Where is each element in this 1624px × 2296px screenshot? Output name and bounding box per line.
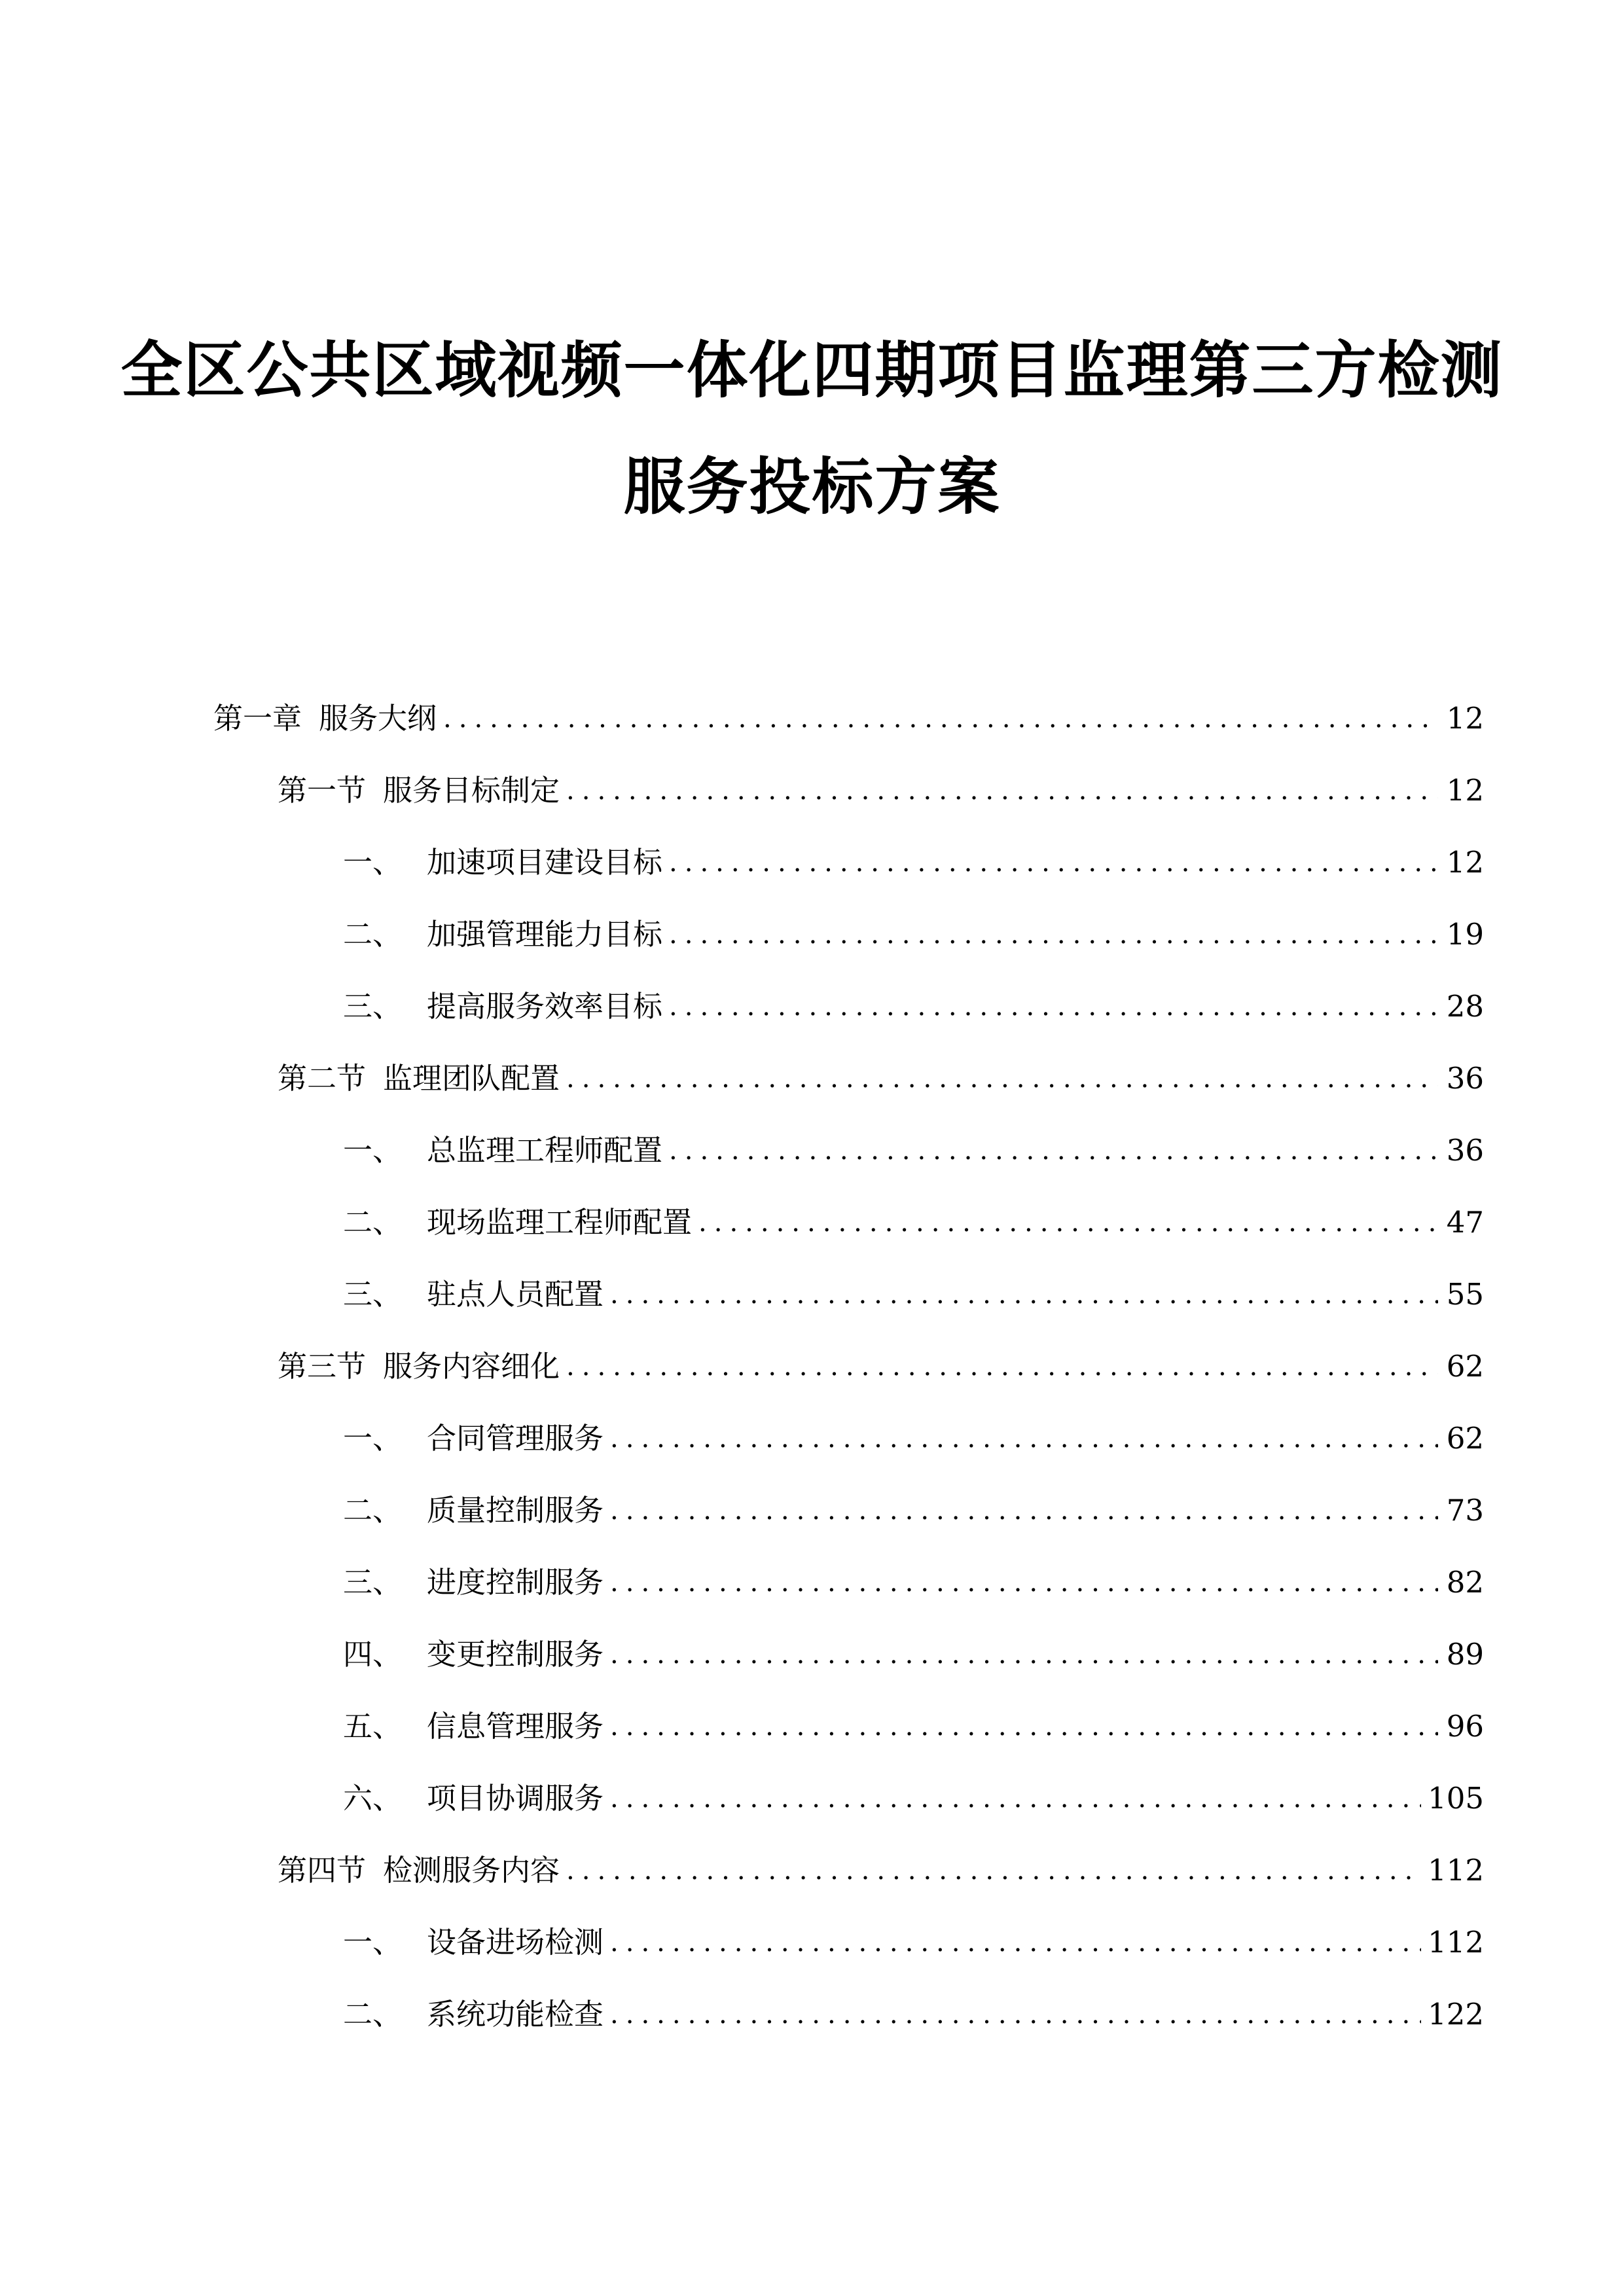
- toc-entry-number: 二、: [343, 1205, 403, 1240]
- toc-entry-title: 检测服务内容: [383, 1853, 560, 1888]
- toc-entry[interactable]: [278, 1052, 1484, 1098]
- toc-entry[interactable]: [343, 1484, 1484, 1530]
- toc-entry[interactable]: [343, 1556, 1484, 1602]
- toc-entry-number: 四、: [343, 1637, 403, 1672]
- toc-entry[interactable]: [278, 1340, 1484, 1386]
- toc-dot-leader: [610, 1419, 1438, 1458]
- document-title-line-2: 服务投标方案: [623, 452, 1001, 523]
- toc-entry[interactable]: [343, 1124, 1484, 1170]
- toc-entry-title: 信息管理服务: [427, 1709, 604, 1744]
- toc-entry-title: 项目协调服务: [427, 1781, 604, 1816]
- toc-entry-number: 第一节: [278, 773, 367, 808]
- toc-entry[interactable]: [343, 1916, 1484, 1962]
- toc-entry-title: 服务目标制定: [383, 773, 560, 808]
- toc-dot-leader: [566, 1059, 1438, 1098]
- toc-entry-title: 进度控制服务: [427, 1565, 604, 1600]
- toc-entry-title: 监理团队配置: [383, 1061, 560, 1096]
- toc-dot-leader: [566, 771, 1438, 810]
- toc-entry-page: 55: [1446, 1277, 1484, 1312]
- toc-entry-page: 122: [1428, 1997, 1484, 2032]
- toc-entry-number: 第三节: [278, 1349, 367, 1384]
- toc-entry-page: 112: [1428, 1925, 1484, 1960]
- toc-dot-leader: [610, 1563, 1438, 1602]
- toc-dot-leader: [669, 843, 1438, 882]
- toc-entry-page: 89: [1446, 1637, 1484, 1672]
- toc-dot-leader: [566, 1851, 1421, 1890]
- toc-entry-title: 系统功能检查: [427, 1997, 604, 2032]
- toc-entry-number: 二、: [343, 917, 403, 952]
- toc-entry-page: 19: [1446, 917, 1484, 952]
- toc-entry-page: 36: [1446, 1061, 1484, 1096]
- toc-dot-leader: [566, 1347, 1438, 1386]
- toc-entry-number: 第一章: [213, 701, 302, 736]
- toc-entry-page: 96: [1446, 1709, 1484, 1744]
- toc-dot-leader: [669, 987, 1438, 1026]
- toc-entry-number: 一、: [343, 1421, 403, 1456]
- toc-dot-leader: [610, 1707, 1438, 1746]
- toc-entry[interactable]: [343, 1412, 1484, 1458]
- toc-entry-title: 提高服务效率目标: [427, 989, 663, 1024]
- toc-entry[interactable]: [343, 1988, 1484, 2034]
- toc-dot-leader: [610, 1491, 1438, 1530]
- toc-entry-page: 62: [1446, 1349, 1484, 1384]
- toc-entry[interactable]: [278, 1844, 1484, 1890]
- toc-entry[interactable]: [343, 908, 1484, 954]
- toc-entry[interactable]: [343, 1196, 1484, 1242]
- toc-entry-number: 六、: [343, 1781, 403, 1816]
- toc-entry-page: 112: [1428, 1853, 1484, 1888]
- toc-entry-title: 现场监理工程师配置: [427, 1205, 693, 1240]
- toc-entry-number: 三、: [343, 1277, 403, 1312]
- toc-entry-page: 12: [1446, 701, 1484, 736]
- toc-dot-leader: [669, 915, 1438, 954]
- toc-entry-title: 合同管理服务: [427, 1421, 604, 1456]
- toc-dot-leader: [610, 1635, 1438, 1674]
- toc-entry-number: 一、: [343, 1925, 403, 1960]
- toc-dot-leader: [610, 1275, 1438, 1314]
- toc-entry-page: 47: [1446, 1205, 1484, 1240]
- toc-entry-page: 105: [1428, 1781, 1484, 1816]
- toc-entry-number: 二、: [343, 1493, 403, 1528]
- toc-entry-title: 设备进场检测: [427, 1925, 604, 1960]
- toc-entry-page: 28: [1446, 989, 1484, 1024]
- toc-entry[interactable]: [343, 836, 1484, 882]
- toc-dot-leader: [698, 1203, 1438, 1242]
- toc-entry-title: 加速项目建设目标: [427, 845, 663, 880]
- toc-dot-leader: [610, 1995, 1421, 2034]
- toc-entry[interactable]: [343, 1772, 1484, 1818]
- toc-entry-number: 五、: [343, 1709, 403, 1744]
- toc-dot-leader: [610, 1779, 1421, 1818]
- toc-entry-title: 加强管理能力目标: [427, 917, 663, 952]
- toc-entry-page: 36: [1446, 1133, 1484, 1168]
- document-title-line-1: 全区公共区域视频一体化四期项目监理第三方检测: [120, 335, 1504, 406]
- toc-entry-number: 三、: [343, 989, 403, 1024]
- toc-entry[interactable]: [343, 1628, 1484, 1674]
- toc-entry[interactable]: [278, 764, 1484, 810]
- toc-entry-number: 一、: [343, 1133, 403, 1168]
- toc-entry[interactable]: [213, 692, 1484, 738]
- toc-entry[interactable]: [343, 1700, 1484, 1746]
- toc-entry-page: 73: [1446, 1493, 1484, 1528]
- toc-entry-page: 12: [1446, 773, 1484, 808]
- toc-entry[interactable]: [343, 980, 1484, 1026]
- toc-entry-title: 服务内容细化: [383, 1349, 560, 1384]
- toc-entry-number: 一、: [343, 845, 403, 880]
- toc-entry[interactable]: [343, 1268, 1484, 1314]
- toc-entry-page: 12: [1446, 845, 1484, 880]
- toc-entry-title: 服务大纲: [319, 701, 437, 736]
- toc-entry-title: 驻点人员配置: [427, 1277, 604, 1312]
- toc-entry-number: 三、: [343, 1565, 403, 1600]
- toc-dot-leader: [669, 1131, 1438, 1170]
- toc-entry-number: 第四节: [278, 1853, 367, 1888]
- toc-entry-number: 二、: [343, 1997, 403, 2032]
- toc-entry-page: 62: [1446, 1421, 1484, 1456]
- toc-entry-title: 总监理工程师配置: [427, 1133, 663, 1168]
- toc-entry-number: 第二节: [278, 1061, 367, 1096]
- toc-dot-leader: [443, 699, 1438, 738]
- toc-entry-title: 变更控制服务: [427, 1637, 604, 1672]
- toc-entry-title: 质量控制服务: [427, 1493, 604, 1528]
- toc-entry-page: 82: [1446, 1565, 1484, 1600]
- toc-dot-leader: [610, 1923, 1421, 1962]
